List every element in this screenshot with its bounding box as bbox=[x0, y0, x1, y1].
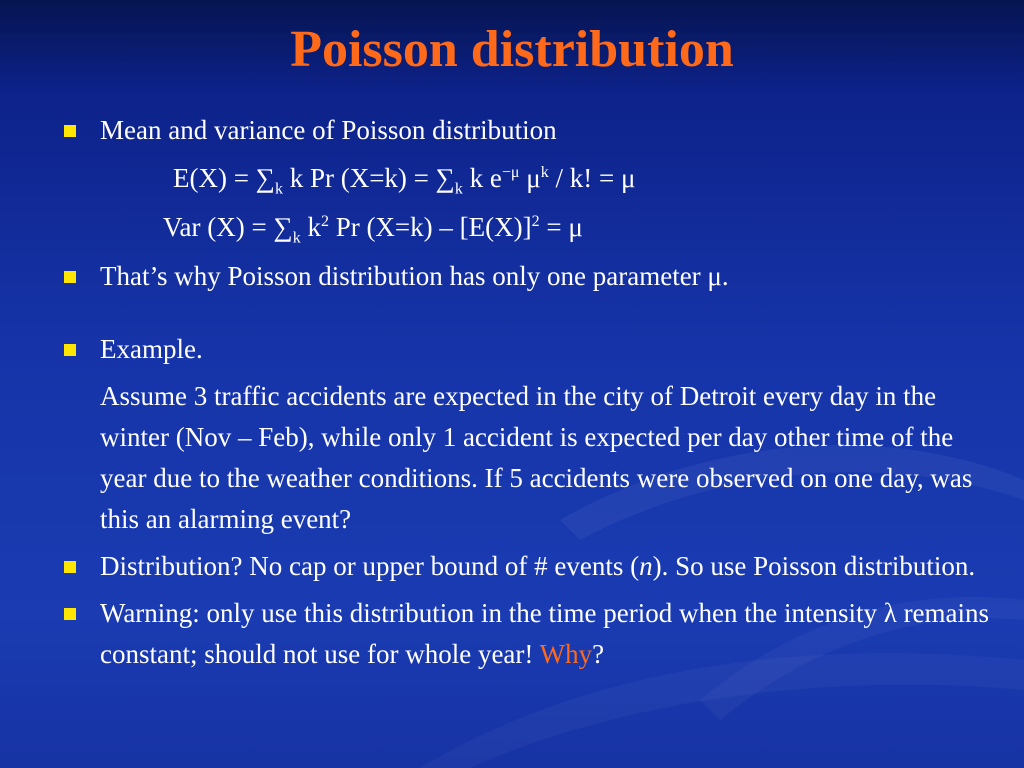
bullet-text-part: Warning: only use this distribution in the time period when the intensity λ remains constant; should not use for whole year! bbox=[100, 598, 990, 669]
bullet-text: Example. bbox=[100, 334, 203, 364]
equation-part: k Pr (X=k) = ∑ bbox=[282, 163, 455, 193]
bullet-text: That’s why Poisson distribution has only one parameter μ. bbox=[100, 261, 729, 291]
bullet-text bbox=[100, 598, 989, 669]
equation-superscript: −μ bbox=[501, 164, 520, 181]
bullet-example bbox=[62, 329, 1002, 370]
equation-part: = μ bbox=[539, 212, 583, 242]
why-highlight: Why bbox=[539, 639, 593, 669]
equation-part: Pr (X=k) – [E(X)] bbox=[328, 212, 532, 242]
equation-part: k e bbox=[462, 163, 502, 193]
square-bullet-icon bbox=[64, 125, 76, 137]
equation-part: Var (X) = ∑ bbox=[163, 212, 293, 242]
square-bullet-icon bbox=[64, 344, 76, 356]
bullet-mean-variance bbox=[62, 110, 1002, 151]
bullet-text-part: Distribution? No cap or upper bound of # events ( bbox=[100, 551, 640, 581]
equation-subscript: k bbox=[292, 229, 301, 247]
equation-subscript: k bbox=[454, 180, 463, 198]
bullet-distribution bbox=[62, 546, 1002, 587]
mean-equation bbox=[62, 158, 1002, 199]
square-bullet-icon bbox=[64, 561, 76, 573]
equation-superscript: 2 bbox=[320, 213, 329, 230]
equation-part: / k! = μ bbox=[548, 163, 636, 193]
equation-part: μ bbox=[519, 163, 541, 193]
italic-n: n bbox=[639, 551, 653, 581]
bullet-text bbox=[100, 551, 975, 581]
equation-part: E(X) = ∑ bbox=[173, 163, 275, 193]
equation-subscript: k bbox=[274, 180, 283, 198]
square-bullet-icon bbox=[64, 608, 76, 620]
variance-equation bbox=[62, 207, 1002, 248]
equation-part: k bbox=[300, 212, 321, 242]
equation-superscript: k bbox=[540, 164, 549, 181]
bullet-warning bbox=[62, 593, 1002, 675]
example-paragraph: Assume 3 traffic accidents are expected in the city of Detroit every day in the winter (Nov – Feb), while only 1 accident is expected per day other time of the year due to the weather conditions. If 5 accidents were observed on one day, was this an alarming event? bbox=[100, 381, 973, 534]
bullet-one-parameter bbox=[62, 256, 1002, 297]
bullet-text-part: ). So use Poisson distribution. bbox=[652, 551, 976, 581]
equation-superscript: 2 bbox=[531, 213, 540, 230]
slide-title: Poisson distribution bbox=[290, 21, 734, 78]
bullet-text-part: ? bbox=[592, 639, 605, 669]
slide-content bbox=[62, 110, 1002, 675]
square-bullet-icon bbox=[64, 271, 76, 283]
bullet-text: Mean and variance of Poisson distribution bbox=[100, 115, 557, 145]
